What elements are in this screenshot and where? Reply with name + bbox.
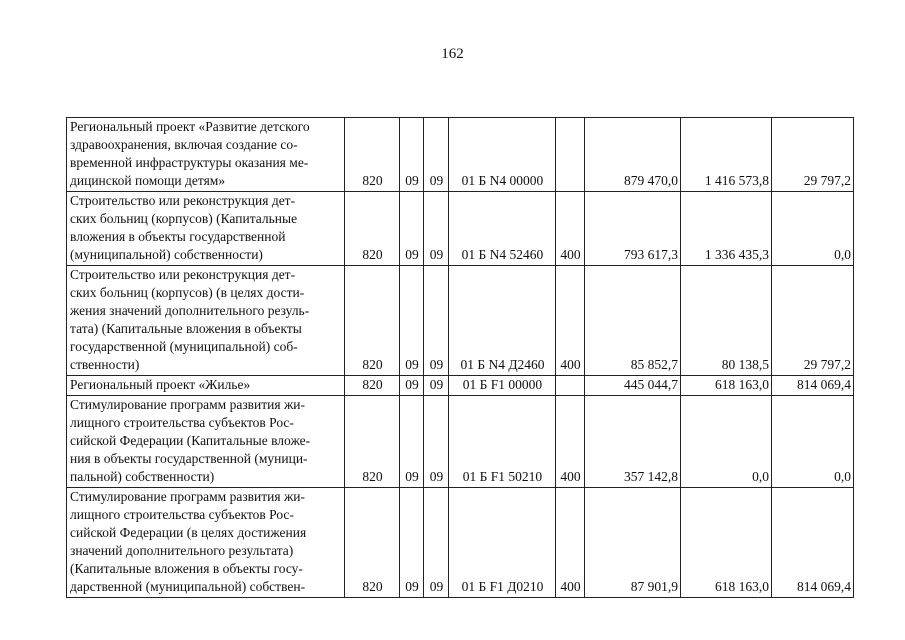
row-name-line: вложения в объекты государственной: [70, 229, 286, 244]
amount-year-2: 618 163,0: [681, 488, 772, 598]
row-name-line: Строительство или реконструкция дет-: [70, 267, 296, 282]
ministry-code: 820: [345, 192, 400, 266]
subsection-code: 09: [424, 396, 449, 488]
table-row: [67, 376, 854, 396]
row-name-line: Стимулирование программ развития жи-: [70, 489, 306, 504]
row-name-line: сийской Федерации (в целях достижения: [70, 525, 307, 540]
row-name-line: Региональный проект «Жилье»: [70, 377, 251, 392]
amount-year-2: 1 416 573,8: [681, 118, 772, 192]
subsection-code: 09: [424, 266, 449, 376]
expense-type-code: 400: [556, 488, 585, 598]
amount-year-3: 0,0: [772, 396, 854, 488]
budget-table: [66, 117, 854, 598]
expense-type-code: 400: [556, 396, 585, 488]
row-name-line: тата) (Капитальные вложения в объекты: [70, 321, 302, 336]
amount-year-2: 80 138,5: [681, 266, 772, 376]
target-code: 01 Б F1 Д0210: [449, 488, 556, 598]
amount-year-3: 814 069,4: [772, 488, 854, 598]
amount-year-3: 29 797,2: [772, 118, 854, 192]
section-code: 09: [400, 488, 424, 598]
expense-type-code: [556, 118, 585, 192]
amount-year-2: 1 336 435,3: [681, 192, 772, 266]
amount-year-3: 29 797,2: [772, 266, 854, 376]
amount-year-1: 357 142,8: [585, 396, 681, 488]
row-name-line: ственности): [70, 357, 140, 372]
row-name-line: ских больниц (корпусов) (Капитальные: [70, 211, 298, 226]
table-row: [67, 118, 854, 192]
row-name-line: (муниципальной) собственности): [70, 247, 263, 262]
ministry-code: 820: [345, 376, 400, 396]
table-row: [67, 266, 854, 376]
page-number: 162: [441, 46, 464, 62]
row-name-line: лищного строительства субъектов Рос-: [70, 415, 294, 430]
amount-year-2: 0,0: [681, 396, 772, 488]
row-name-line: государственной (муниципальной) соб-: [70, 339, 298, 354]
ministry-code: 820: [345, 396, 400, 488]
amount-year-2: 618 163,0: [681, 376, 772, 396]
row-name-line: сийской Федерации (Капитальные вложе-: [70, 433, 311, 448]
target-code: 01 Б N4 Д2460: [449, 266, 556, 376]
table-row: [67, 192, 854, 266]
ministry-code: 820: [345, 118, 400, 192]
amount-year-1: 445 044,7: [585, 376, 681, 396]
row-name-line: пальной) собственности): [70, 469, 215, 484]
amount-year-1: 793 617,3: [585, 192, 681, 266]
expense-type-code: 400: [556, 266, 585, 376]
row-name-line: ских больниц (корпусов) (в целях дости-: [70, 285, 305, 300]
subsection-code: 09: [424, 488, 449, 598]
target-code: 01 Б N4 52460: [449, 192, 556, 266]
section-code: 09: [400, 396, 424, 488]
row-name: [67, 488, 345, 598]
target-code: 01 Б F1 00000: [449, 376, 556, 396]
table-row: [67, 488, 854, 598]
row-name-line: (Капитальные вложения в объекты госу-: [70, 561, 303, 576]
subsection-code: 09: [424, 376, 449, 396]
ministry-code: 820: [345, 488, 400, 598]
amount-year-3: 0,0: [772, 192, 854, 266]
section-code: 09: [400, 266, 424, 376]
row-name: [67, 192, 345, 266]
section-code: 09: [400, 118, 424, 192]
row-name-line: Стимулирование программ развития жи-: [70, 397, 306, 412]
ministry-code: 820: [345, 266, 400, 376]
row-name: [67, 396, 345, 488]
row-name-line: здравоохранения, включая создание со-: [70, 137, 298, 152]
table-row: [67, 396, 854, 488]
row-name-line: жения значений дополнительного резуль-: [70, 303, 310, 318]
row-name-line: значений дополнительного результата): [70, 543, 294, 558]
subsection-code: 09: [424, 192, 449, 266]
row-name: [67, 266, 345, 376]
amount-year-3: 814 069,4: [772, 376, 854, 396]
subsection-code: 09: [424, 118, 449, 192]
row-name-line: временной инфраструктуры оказания ме-: [70, 155, 309, 170]
section-code: 09: [400, 376, 424, 396]
row-name-line: Строительство или реконструкция дет-: [70, 193, 296, 208]
row-name: [67, 118, 345, 192]
amount-year-1: 87 901,9: [585, 488, 681, 598]
row-name-line: дарственной (муниципальной) собствен-: [70, 579, 306, 594]
amount-year-1: 85 852,7: [585, 266, 681, 376]
row-name-line: лищного строительства субъектов Рос-: [70, 507, 294, 522]
amount-year-1: 879 470,0: [585, 118, 681, 192]
expense-type-code: [556, 376, 585, 396]
row-name-line: ния в объекты государственной (муници-: [70, 451, 308, 466]
row-name: [67, 376, 345, 396]
row-name-line: дицинской помощи детям»: [70, 173, 226, 188]
section-code: 09: [400, 192, 424, 266]
target-code: 01 Б N4 00000: [449, 118, 556, 192]
expense-type-code: 400: [556, 192, 585, 266]
target-code: 01 Б F1 50210: [449, 396, 556, 488]
row-name-line: Региональный проект «Развитие детского: [70, 119, 310, 134]
